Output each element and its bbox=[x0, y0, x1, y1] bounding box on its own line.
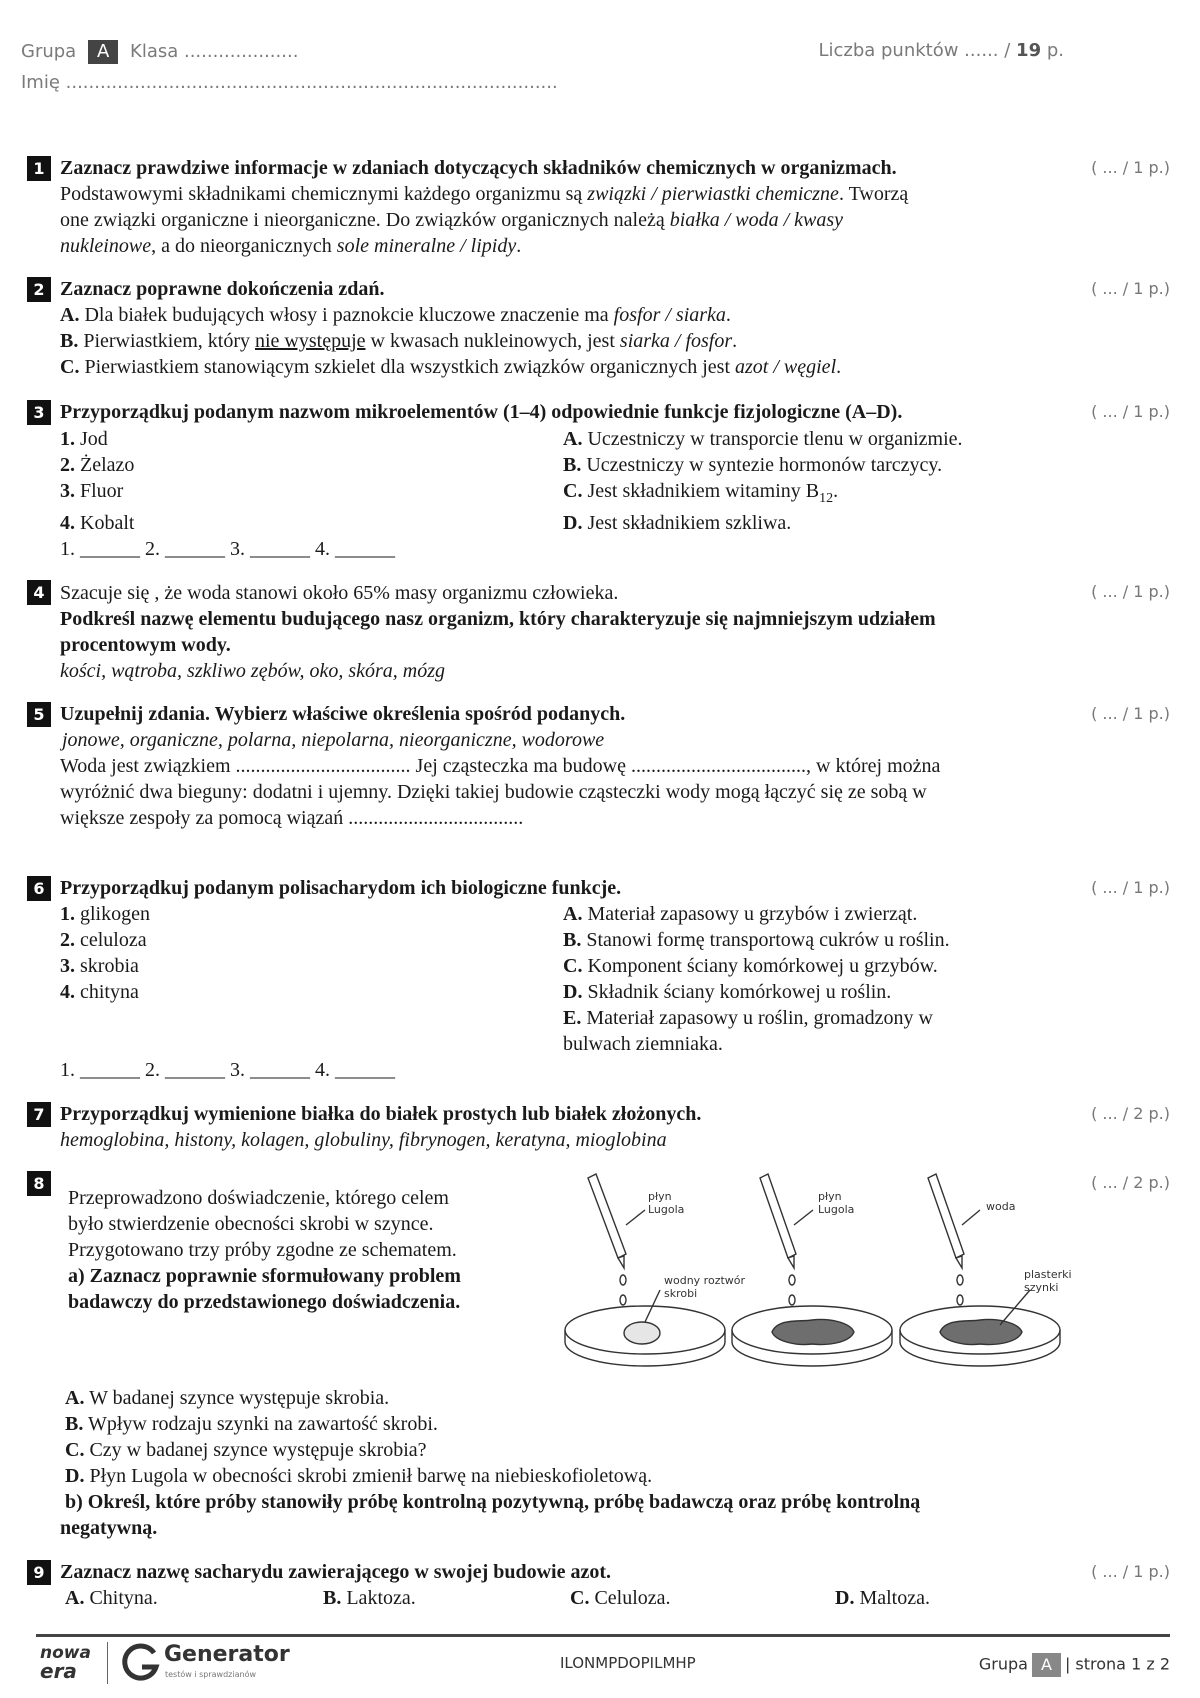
task-points-4: ( ... / 1 p.) bbox=[1091, 582, 1170, 601]
task-title-3: Przyporządkuj podanym nazwom mikroelementów (1–4) odpowiednie funkcje fizjologiczne (A–D). bbox=[60, 401, 903, 423]
generator-logo-icon bbox=[120, 1643, 160, 1683]
list-item: B. Uczestniczy w syntezie hormonów tarczycy. bbox=[563, 454, 943, 476]
task-8-intro-2: było stwierdzenie obecności skrobi w szynce. bbox=[68, 1213, 434, 1235]
choice-1b[interactable]: białka / woda / kwasy bbox=[669, 209, 844, 231]
list-item: bulwach ziemniaka. bbox=[563, 1033, 723, 1055]
petri-dish-2 bbox=[732, 1306, 892, 1366]
list-item: 2. celuloza bbox=[60, 929, 147, 951]
task-points-2: ( ... / 1 p.) bbox=[1091, 279, 1170, 298]
task-5-line-2: wyróżnić dwa bieguny: dodatni i ujemny. Dzięki takiej budowie cząsteczki wody mogą łączyć się ze sobą w bbox=[60, 781, 927, 803]
list-item: C. Komponent ściany komórkowej u grzybów. bbox=[563, 955, 938, 977]
choice-2b[interactable]: siarka / fosfor bbox=[619, 330, 733, 352]
group-label: Grupa bbox=[21, 41, 77, 62]
header-group-row bbox=[21, 40, 298, 64]
task-8b-title: b) Określ, które próby stanowiły próbę kontrolną pozytywną, próbę badawczą oraz próbę kontrolną bbox=[65, 1491, 921, 1513]
list-item: 1. glikogen bbox=[60, 903, 150, 925]
task-points-5: ( ... / 1 p.) bbox=[1091, 704, 1170, 723]
footer-divider bbox=[36, 1634, 1170, 1637]
task-8-option-d[interactable]: D. Płyn Lugola w obecności skrobi zmienił barwę na niebieskofioletową. bbox=[65, 1465, 653, 1487]
task-5-options: jonowe, organiczne, polarna, niepolarna, nieorganiczne, wodorowe bbox=[62, 729, 605, 751]
task-number-8: 8 bbox=[27, 1171, 51, 1196]
choice-2a[interactable]: fosfor / siarka bbox=[613, 304, 726, 326]
task-number-4: 4 bbox=[27, 580, 51, 605]
nowa-era-logo: nowa era bbox=[40, 1643, 91, 1683]
choice-1a[interactable]: związki / pierwiastki chemiczne bbox=[587, 183, 839, 205]
footer-group-label: Grupa bbox=[978, 1654, 1028, 1674]
task-title-2: Zaznacz poprawne dokończenia zdań. bbox=[60, 278, 385, 300]
task-8-intro-3: Przygotowano trzy próby zgodne ze schematem. bbox=[68, 1239, 457, 1261]
petri-dish-1 bbox=[565, 1306, 725, 1366]
task-points-1: ( ... / 1 p.) bbox=[1091, 158, 1170, 177]
list-item: A. Materiał zapasowy u grzybów i zwierząt. bbox=[563, 903, 918, 925]
diagram-label-water: woda bbox=[986, 1200, 1016, 1213]
task-points-3: ( ... / 1 p.) bbox=[1091, 402, 1170, 421]
answer-blanks-6[interactable]: 1. ______ 2. ______ 3. ______ 4. ______ bbox=[60, 1059, 395, 1081]
task-2-option-a: A. Dla białek budujących włosy i paznokcie kluczowe znaczenie ma fosfor / siarka. bbox=[60, 304, 731, 326]
list-item: D. Jest składnikiem szkliwa. bbox=[563, 512, 792, 534]
answer-blanks-3[interactable]: 1. ______ 2. ______ 3. ______ 4. ______ bbox=[60, 538, 395, 560]
task-5-line-1[interactable]: Woda jest związkiem ................................... Jej cząsteczka ma budowę ..................................., w której można bbox=[60, 755, 941, 777]
list-item: C. Jest składnikiem witaminy $B_{12}$. bbox=[563, 480, 839, 506]
task-8-option-c[interactable]: C. Czy w badanej szynce występuje skrobia? bbox=[65, 1439, 427, 1461]
pipette-1-icon bbox=[588, 1174, 626, 1305]
task-9-option-a[interactable]: A. Chityna. bbox=[65, 1587, 158, 1609]
diagram-label-lugol-1: płyn Lugola bbox=[648, 1190, 685, 1216]
task-8-intro-1: Przeprowadzono doświadczenie, którego celem bbox=[68, 1187, 449, 1209]
test-code: ILONMPDOPILMHP bbox=[560, 1654, 696, 1672]
diagram-label-lugol-2: płyn Lugola bbox=[818, 1190, 855, 1216]
points-unit: p. bbox=[1046, 40, 1064, 61]
task-points-9: ( ... / 1 p.) bbox=[1091, 1562, 1170, 1581]
task-8a-title: a) Zaznacz poprawnie sformułowany problem bbox=[68, 1265, 461, 1287]
task-number-6: 6 bbox=[27, 876, 51, 901]
class-field: Klasa .................... bbox=[130, 41, 299, 62]
diagram-label-starch: wodny roztwór skrobi bbox=[664, 1274, 746, 1300]
footer-logo-separator bbox=[107, 1642, 108, 1684]
task-8b-title-cont: negatywną. bbox=[60, 1517, 158, 1539]
task-number-5: 5 bbox=[27, 702, 51, 727]
footer-page-info bbox=[979, 1653, 1170, 1677]
task-number-3: 3 bbox=[27, 400, 51, 425]
generator-logo-text: Generator bbox=[164, 1642, 290, 1667]
list-item: 1. Jod bbox=[60, 428, 108, 450]
page-number: | strona 1 z 2 bbox=[1064, 1654, 1170, 1674]
footer-group-badge: A bbox=[1032, 1653, 1061, 1677]
task-9-option-d[interactable]: D. Maltoza. bbox=[835, 1587, 930, 1609]
list-item: 4. chityna bbox=[60, 981, 139, 1003]
points-label: Liczba punktów ...... / bbox=[818, 40, 1011, 61]
pipette-3-icon bbox=[928, 1174, 964, 1305]
points-total: 19 bbox=[1016, 40, 1042, 61]
petri-dish-3 bbox=[900, 1306, 1060, 1366]
task-title-7: Przyporządkuj wymienione białka do białek prostych lub białek złożonych. bbox=[60, 1103, 702, 1125]
task-title-4: Podkreśl nazwę elementu budującego nasz organizm, który charakteryzuje się najmniejszym udziałem bbox=[60, 608, 936, 630]
task-8a-title-cont: badawczy do przedstawionego doświadczenia. bbox=[68, 1291, 461, 1313]
task-title-1: Zaznacz prawdziwe informacje w zdaniach dotyczących składników chemicznych w organizmach. bbox=[60, 157, 897, 179]
task-7-options: hemoglobina, histony, kolagen, globuliny, fibrynogen, keratyna, mioglobina bbox=[60, 1129, 667, 1151]
list-item: 2. Żelazo bbox=[60, 454, 135, 476]
task-2-option-b: B. Pierwiastkiem, który nie występuje w kwasach nukleinowych, jest siarka / fosfor. bbox=[60, 330, 738, 352]
name-field: Imię ...................................................................................... bbox=[21, 72, 558, 93]
task-title-4-cont: procentowym wody. bbox=[60, 634, 231, 656]
pipette-2-icon bbox=[760, 1174, 796, 1305]
list-item: D. Składnik ściany komórkowej u roślin. bbox=[563, 981, 892, 1003]
task-number-9: 9 bbox=[27, 1560, 51, 1585]
task-title-9: Zaznacz nazwę sacharydu zawierającego w swojej budowie azot. bbox=[60, 1561, 612, 1583]
task-8-option-b[interactable]: B. Wpływ rodzaju szynki na zawartość skrobi. bbox=[65, 1413, 438, 1435]
list-item: 3. Fluor bbox=[60, 480, 124, 502]
task-points-8: ( ... / 2 p.) bbox=[1091, 1173, 1170, 1192]
task-8-option-a[interactable]: A. W badanej szynce występuje skrobia. bbox=[65, 1387, 390, 1409]
task-1-line-2: one związki organiczne i nieorganiczne. Do związków organicznych należą białka / woda / kwasy bbox=[60, 209, 844, 231]
choice-2c[interactable]: azot / węgiel bbox=[735, 356, 837, 378]
list-item: A. Uczestniczy w transporcie tlenu w organizmie. bbox=[563, 428, 963, 450]
list-item: B. Stanowi formę transportową cukrów u roślin. bbox=[563, 929, 950, 951]
points-summary bbox=[818, 40, 1064, 61]
task-points-6: ( ... / 1 p.) bbox=[1091, 878, 1170, 897]
task-number-2: 2 bbox=[27, 277, 51, 302]
list-item: 3. skrobia bbox=[60, 955, 139, 977]
generator-logo-subtext: testów i sprawdzianów bbox=[165, 1670, 256, 1679]
group-badge: A bbox=[88, 40, 118, 64]
list-item: E. Materiał zapasowy u roślin, gromadzony w bbox=[563, 1007, 933, 1029]
task-2-option-c: C. Pierwiastkiem stanowiącym szkielet dla wszystkich związków organicznych jest azot / węgiel. bbox=[60, 356, 842, 378]
task-9-option-c[interactable]: C. Celuloza. bbox=[570, 1587, 671, 1609]
task-4-intro: Szacuje się , że woda stanowi około 65% masy organizmu człowieka. bbox=[60, 582, 619, 604]
task-title-6: Przyporządkuj podanym polisacharydom ich biologiczne funkcje. bbox=[60, 877, 622, 899]
task-points-7: ( ... / 2 p.) bbox=[1091, 1104, 1170, 1123]
diagram-label-ham: plasterki szynki bbox=[1024, 1268, 1072, 1294]
task-1-line-3: nukleinowe, a do nieorganicznych sole mineralne / lipidy. bbox=[60, 235, 522, 257]
choice-1c[interactable]: sole mineralne / lipidy bbox=[336, 235, 517, 257]
task-number-1: 1 bbox=[27, 156, 51, 181]
task-title-5: Uzupełnij zdania. Wybierz właściwe określenia spośród podanych. bbox=[60, 703, 626, 725]
list-item: 4. Kobalt bbox=[60, 512, 135, 534]
task-9-option-b[interactable]: B. Laktoza. bbox=[323, 1587, 416, 1609]
task-5-line-3[interactable]: większe zespoły za pomocą wiązań ................................... bbox=[60, 807, 524, 829]
task-4-options[interactable]: kości, wątroba, szkliwo zębów, oko, skóra, mózg bbox=[60, 660, 445, 682]
task-1-line-1: Podstawowymi składnikami chemicznymi każdego organizmu są związki / pierwiastki chemiczne. Tworzą bbox=[60, 183, 909, 205]
task-number-7: 7 bbox=[27, 1102, 51, 1127]
